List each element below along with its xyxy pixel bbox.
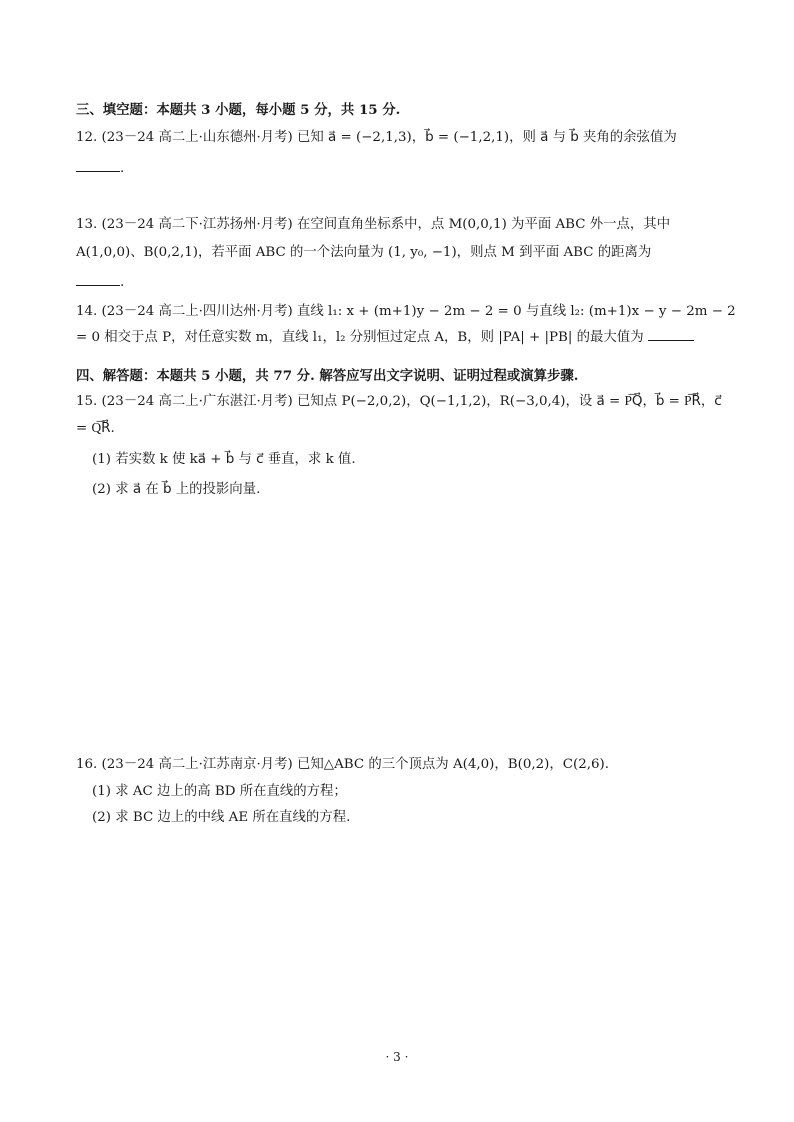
question-15-line-2: = Q͞R⃗. bbox=[76, 421, 115, 436]
question-12-end: . bbox=[120, 161, 125, 176]
question-12-line-1: 12. (23－24 高二上·山东德州·月考) 已知 a⃗ = (−2,1,3)，b⃗ = (−1,2,1)，则 a⃗ 与 b⃗ 夹角的余弦值为 bbox=[76, 130, 677, 145]
question-13-answer-line bbox=[76, 274, 726, 292]
question-16-part-2: (2) 求 BC 边上的中线 AE 所在直线的方程. bbox=[92, 810, 351, 825]
section-3-title: 三、填空题：本题共 3 小题，每小题 5 分，共 15 分. bbox=[76, 102, 401, 118]
question-14-line-2-text: = 0 相交于点 P，对任意实数 m，直线 l₁，l₂ 分别恒过定点 A，B，则 |PA| + |PB| 的最大值为 bbox=[76, 330, 644, 345]
answer-blank-13[interactable] bbox=[76, 284, 120, 286]
question-15-part-2: (2) 求 a⃗ 在 b⃗ 上的投影向量. bbox=[92, 482, 261, 497]
question-13-line-2: A(1,0,0)、B(0,2,1)，若平面 ABC 的一个法向量为 (1, y₀, −1)，则点 M 到平面 ABC 的距离为 bbox=[76, 245, 652, 260]
question-14-line-2 bbox=[76, 329, 726, 347]
answer-blank-14[interactable] bbox=[648, 339, 694, 341]
question-15-part-1: (1) 若实数 k 使 ka⃗ + b⃗ 与 c⃗ 垂直，求 k 值. bbox=[92, 452, 356, 467]
answer-blank-12[interactable] bbox=[76, 170, 120, 172]
question-15-line-1: 15. (23－24 高二上·广东湛江·月考) 已知点 P(−2,0,2)，Q(−1,1,2)，R(−3,0,4)，设 a⃗ = P͞Q⃗，b⃗ = P͞R⃗，c⃗ bbox=[76, 394, 722, 409]
question-16-line-1: 16. (23－24 高二上·江苏南京·月考) 已知△ABC 的三个顶点为 A(4,0)，B(0,2)，C(2,6). bbox=[76, 757, 609, 772]
question-13-line-1: 13. (23－24 高二下·江苏扬州·月考) 在空间直角坐标系中，点 M(0,0,1) 为平面 ABC 外一点，其中 bbox=[76, 217, 671, 232]
section-4-title: 四、解答题：本题共 5 小题，共 77 分. 解答应写出文字说明、证明过程或演算步骤. bbox=[76, 368, 579, 384]
page-number: · 3 · bbox=[385, 1050, 409, 1064]
question-13-end: . bbox=[120, 275, 125, 290]
question-16-part-1: (1) 求 AC 边上的高 BD 所在直线的方程； bbox=[92, 784, 347, 799]
question-14-line-1: 14. (23－24 高二上·四川达州·月考) 直线 l₁: x + (m+1)y − 2m − 2 = 0 与直线 l₂: (m+1)x − y − 2m − 2 bbox=[76, 304, 736, 319]
question-12-line-2 bbox=[76, 160, 726, 178]
